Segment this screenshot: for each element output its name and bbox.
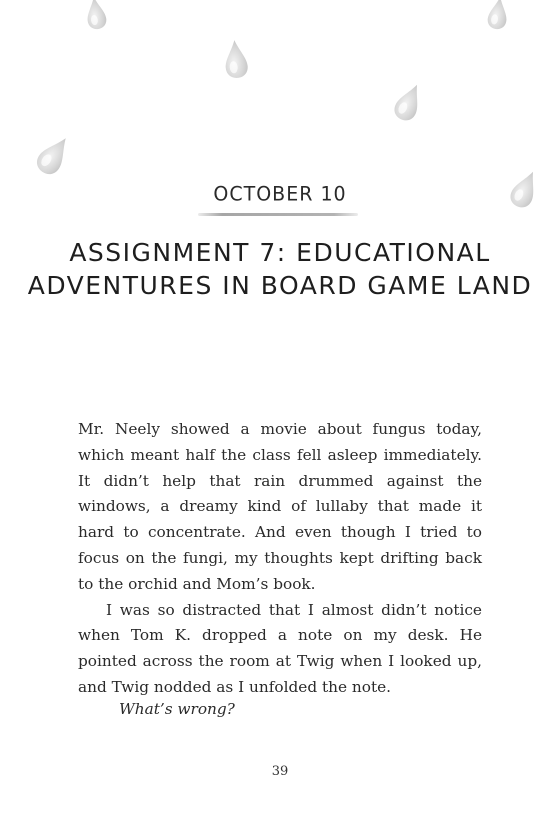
chapter-date: OCTOBER 10: [213, 182, 347, 206]
paragraph-1: Mr. Neely showed a movie about fungus today, which meant half the class fell asleep immediately. It didn’t help that rain drummed against the windows, a dreamy kind of lullaby that made it hard to concentrate. And even though I tried to focus on the fungi, my thoughts kept drifting back to the orchid and Mom’s book.: [78, 420, 482, 593]
raindrop-icon: [484, 0, 512, 32]
paragraph-2: I was so distracted that I almost didn’t notice when Tom K. dropped a note on my desk. He pointed across the room at Twig when I looked up, and Twig nodded as I unfolded the note.: [78, 600, 482, 696]
chapter-title-line-2: ADVENTURES IN BOARD GAME LAND: [27, 271, 533, 300]
raindrop-icon: [29, 128, 78, 182]
header-divider: [198, 213, 358, 216]
raindrop-icon: [82, 0, 110, 32]
raindrop-icon: [388, 77, 430, 128]
chapter-title: [0, 236, 560, 302]
chapter-title-line-1: ASSIGNMENT 7: EDUCATIONAL: [69, 238, 491, 267]
note-text: What’s wrong?: [119, 700, 235, 718]
raindrop-icon: [221, 37, 251, 81]
body-text: [78, 417, 482, 701]
page-number: 39: [271, 764, 289, 779]
